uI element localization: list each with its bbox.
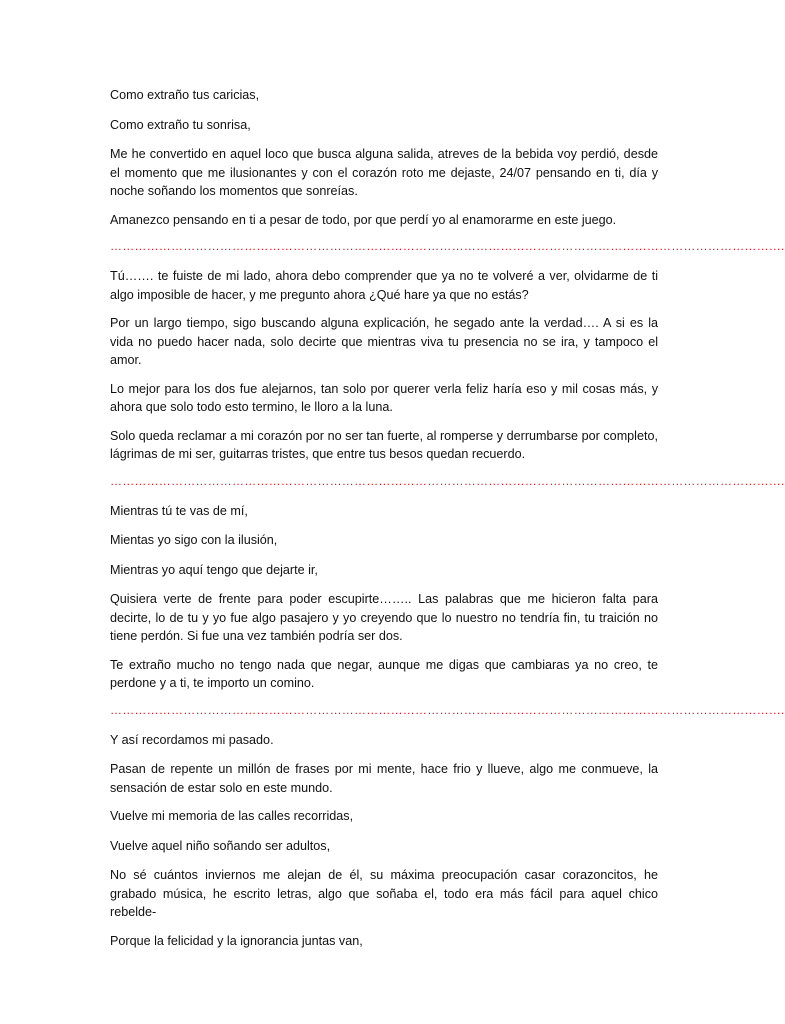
paragraph: Como extraño tus caricias,: [110, 88, 260, 102]
red-dotted-separator: ………………………………………………………………………………………………………………………………………………….: [110, 473, 785, 488]
paragraph: Como extraño tu sonrisa,: [110, 117, 251, 132]
paragraph: Pasan de repente un millón de frases por mi mente, hace frio y llueve, algo me conmueve, la sensación de estar solo en este mundo.: [110, 762, 658, 795]
paragraph: No sé cuántos inviernos me alejan de él, su máxima preocupación casar corazoncitos, he grabado música, he escrito letras, algo que soñaba el, todo era más fácil para aquel chico rebelde-: [110, 868, 658, 919]
paragraph: Lo mejor para los dos fue alejarnos, tan solo por querer verla feliz haría eso y mil cosas más, y ahora que solo todo esto termino, le lloro a la luna.: [110, 381, 658, 414]
paragraph: Te extraño mucho no tengo nada que negar, aunque me digas que cambiaras ya no creo, te perdone y a ti, te importo un comino.: [110, 657, 658, 690]
red-dotted-separator: ………………………………………………………………………………………………………………………………………………….: [110, 239, 785, 253]
paragraph: Solo queda reclamar a mi corazón por no ser tan fuerte, al romperse y derrumbarse por completo, lágrimas de mi ser, guitarras tristes, que entre tus besos quedan recuerdo.: [110, 428, 658, 461]
paragraph: Y así recordamos mi pasado.: [110, 732, 274, 747]
paragraph: Mientras yo aquí tengo que dejarte ir,: [110, 562, 318, 577]
paragraph: Por un largo tiempo, sigo buscando alguna explicación, he segado ante la verdad…. A si es la vida no puedo hacer nada, solo decirte que mientras viva tu presencia no se ira, y tampoco el amor.: [110, 316, 658, 367]
paragraph: Vuelve aquel niño soñando ser adultos,: [110, 838, 331, 853]
paragraph: Amanezco pensando en ti a pesar de todo, por que perdí yo al enamorarme en este juego.: [110, 212, 617, 227]
paragraph: Mientras tú te vas de mí,: [110, 503, 248, 518]
paragraph: Tú……. te fuiste de mi lado, ahora debo comprender que ya no te volveré a ver, olvidarme de ti algo imposible de hacer, y me pregunto ahora ¿Qué hare ya que no estás?: [110, 269, 658, 302]
paragraph: Me he convertido en aquel loco que busca alguna salida, atreves de la bebida voy perdió, desde el momento que me ilusionantes y con el corazón roto me dejaste, 24/07 pensando en ti, día y noche soñando los momentos que sonreías.: [110, 147, 658, 198]
paragraph: Mientas yo sigo con la ilusión,: [110, 533, 278, 547]
red-dotted-separator: ………………………………………………………………………………………………………………………………………………….: [110, 702, 785, 717]
paragraph: Vuelve mi memoria de las calles recorridas,: [110, 809, 354, 823]
paragraph: Quisiera verte de frente para poder escupirte…….. Las palabras que me hicieron falta para decirte, lo de tu y yo fue algo pasajero y yo creyendo que lo nuestro no tendría fin, tu traición no tiene perdón. Si fue una vez también podría ser dos.: [110, 592, 658, 643]
paragraph: Porque la felicidad y la ignorancia juntas van,: [110, 933, 363, 948]
